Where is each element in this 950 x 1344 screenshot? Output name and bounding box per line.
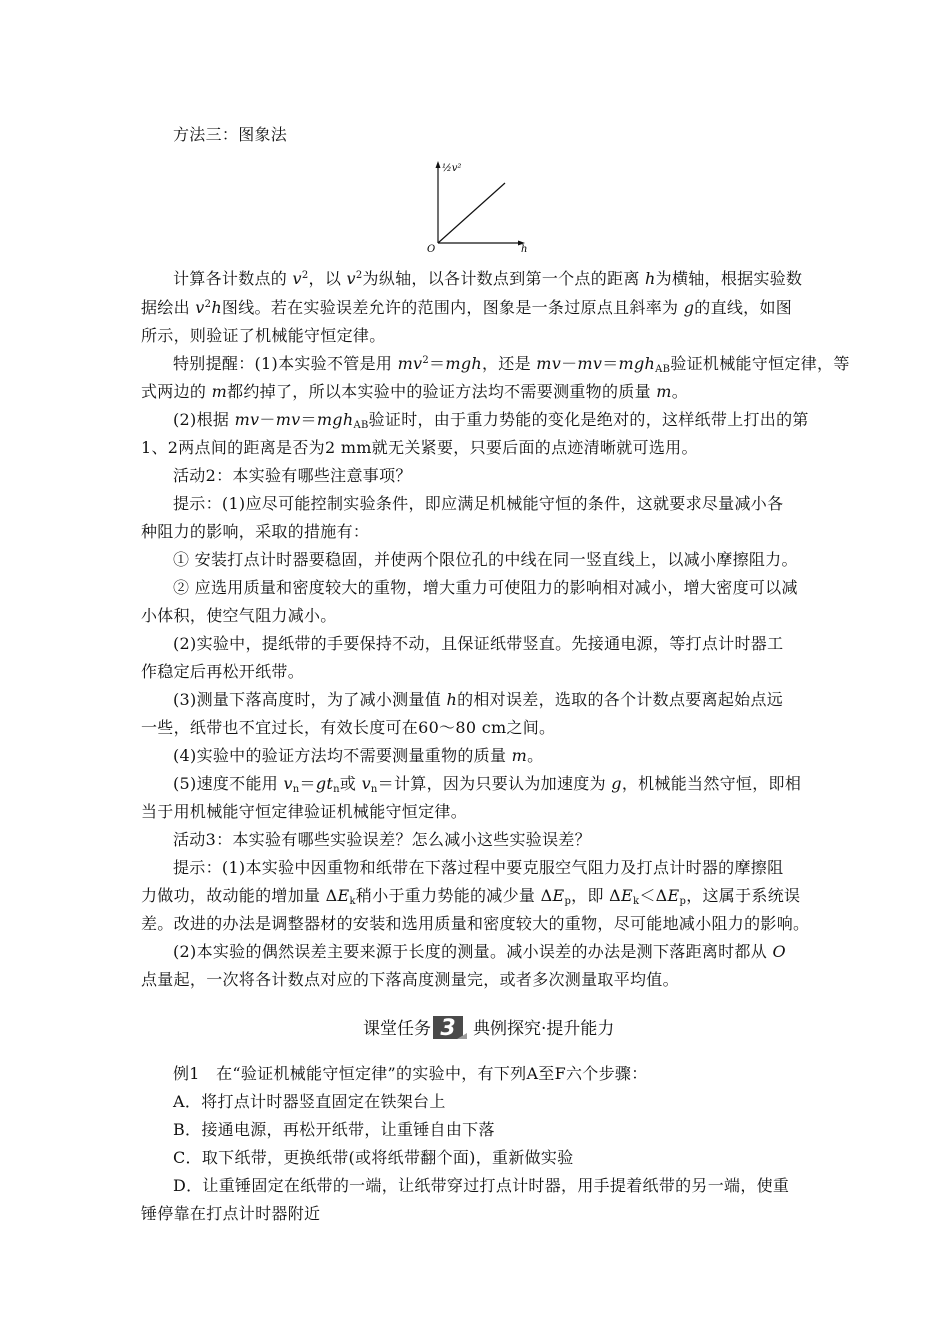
hint2-circle2b: 小体积，使空气阻力减小。 — [141, 606, 337, 625]
para1-line1: 计算各计数点的 $v^2$，以 $v^2$为纵轴，以各计数点到第一个点的距离 h为横轴，根据实验数 — [173, 269, 803, 288]
hint2-point5b: 当于用机械能守恒定律验证机械能守恒定律。 — [141, 802, 468, 821]
note2-line1: (2)根据 mv－mv＝mgh$_{AB}$验证时，由于重力势能的变化是绝对的，这样纸带上打出的第 — [173, 410, 809, 431]
hint2-line1: 提示：(1)应尽可能控制实验条件，即应满足机械能守恒的条件，这就要求尽量减小各 — [173, 494, 784, 513]
x-axis-label: h — [521, 244, 528, 253]
example-step-c: C．取下纸带，更换纸带(或将纸带翻个面)，重新做实验 — [173, 1148, 574, 1167]
hint3-line2: 力做功，故动能的增加量 $\Delta E_k$稍小于重力势能的减少量 $\Delta E_p$，即 $\Delta E_k<\Delta E_p$，这属于系统误 — [141, 886, 801, 907]
hint3-line4: (2)本实验的偶然误差主要来源于长度的测量。减小误差的办法是测下落距离时都从 O — [173, 942, 786, 961]
note2-line2: 1、2两点间的距离是否为2 mm就无关紧要，只要后面的点迹清晰就可选用。 — [141, 438, 698, 457]
badge-number: 3 — [440, 1016, 456, 1041]
hint2-point4: (4)实验中的验证方法均不需要测量重物的质量 m。 — [173, 746, 544, 765]
y-axis-arrow — [436, 161, 441, 168]
origin-label: O — [427, 244, 436, 253]
hint2-point2a: (2)实验中，提纸带的手要保持不动，且保证纸带竖直。先接通电源，等打点计时器工 — [173, 634, 784, 653]
note1-line2: 式两边的 m都约掉了，所以本实验中的验证方法均不需要测重物的质量 m。 — [141, 382, 689, 401]
note1-line1: 特别提醒：(1)本实验不管是用 $mv^2=mgh$，还是 mv－mv＝mgh$_{AB}$验证机械能守恒定律，等 — [173, 354, 850, 375]
hint2-line2: 种阻力的影响，采取的措施有： — [141, 522, 370, 541]
section-number-badge — [433, 1013, 467, 1041]
hint2-point5a: (5)速度不能用 $v_n=gt_n$或 $v_n=$计算，因为只要认为加速度为 g，机械能当然守恒，即相 — [173, 774, 802, 795]
hint2-point3b: 一些，纸带也不宜过长，有效长度可在60～80 cm之间。 — [141, 718, 556, 737]
section-heading — [363, 1012, 663, 1046]
para1-line2: 据绘出 $v^2h$图线。若在实验误差允许的范围内，图象是一条过原点且斜率为 g的直线，如图 — [141, 298, 793, 317]
v2-h-graph — [425, 153, 535, 253]
example-step-d2: 锤停靠在打点计时器附近 — [141, 1204, 321, 1223]
method-heading: 方法三：图象法 — [173, 125, 288, 144]
section-heading-left: 课堂任务 — [363, 1019, 431, 1039]
hint2-point3a: (3)测量下落高度时，为了减小测量值 h的相对误差，选取的各个计数点要离起始点远 — [173, 690, 784, 709]
hint2-point2b: 作稳定后再松开纸带。 — [141, 662, 305, 681]
hint3-line5: 点量起，一次将各计数点对应的下落高度测量完，或者多次测量取平均值。 — [141, 970, 679, 989]
para1-line3: 所示，则验证了机械能守恒定律。 — [141, 326, 386, 345]
graph-line — [438, 183, 505, 243]
example-step-b: B．接通电源，再松开纸带，让重锤自由下落 — [173, 1120, 495, 1139]
section-heading-right: 典例探究·提升能力 — [473, 1019, 615, 1039]
hint3-line3: 差。改进的办法是调整器材的安装和选用质量和密度较大的重物，尽可能地减小阻力的影响。 — [141, 914, 810, 933]
example-step-a: A．将打点计时器竖直固定在铁架台上 — [173, 1092, 446, 1111]
hint2-circle1: ① 安装打点计时器要稳固，并使两个限位孔的中线在同一竖直线上，以减小摩擦阻力。 — [173, 550, 798, 569]
activity3-title: 活动3：本实验有哪些实验误差？怎么减小这些实验误差？ — [173, 830, 591, 849]
activity2-title: 活动2：本实验有哪些注意事项？ — [173, 466, 412, 485]
hint3-line1: 提示：(1)本实验中因重物和纸带在下落过程中要克服空气阻力及打点计时器的摩擦阻 — [173, 858, 784, 877]
y-axis-label: ½v² — [442, 163, 462, 174]
hint2-circle2a: ② 应选用质量和密度较大的重物，增大重力可使阻力的影响相对减小，增大密度可以减 — [173, 578, 798, 597]
example-title: 例1 在“验证机械能守恒定律”的实验中，有下列A至F六个步骤： — [173, 1064, 648, 1083]
example-step-d1: D．让重锤固定在纸带的一端，让纸带穿过打点计时器，用手提着纸带的另一端，使重 — [173, 1176, 790, 1195]
